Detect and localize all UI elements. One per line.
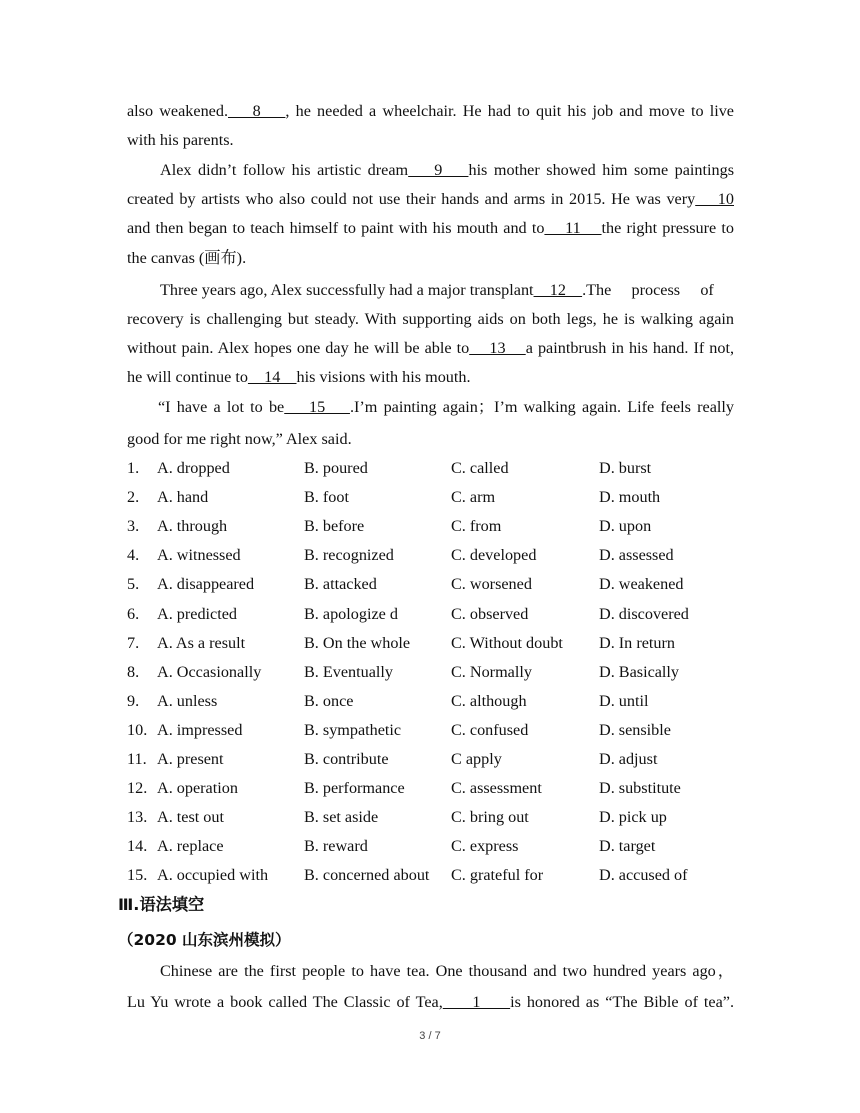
question-number: 2.	[127, 488, 140, 507]
option-a[interactable]: A. through	[157, 517, 228, 536]
option-row	[127, 865, 747, 885]
option-row	[127, 836, 747, 856]
option-a[interactable]: A. As a result	[157, 633, 246, 652]
option-a[interactable]: A. disappeared	[157, 575, 255, 594]
option-c[interactable]: C. grateful for	[451, 866, 544, 885]
option-a[interactable]: A. dropped	[157, 459, 230, 477]
option-b[interactable]: B. Eventually	[304, 662, 394, 681]
question-number: 6.	[127, 604, 140, 623]
option-a[interactable]: A. Occasionally	[157, 662, 262, 681]
option-c[interactable]: C. assessment	[451, 779, 542, 798]
question-number: 15.	[127, 866, 148, 885]
blank-11[interactable]: 11	[544, 219, 602, 237]
option-b[interactable]: B. once	[304, 691, 354, 710]
option-d[interactable]: D. burst	[599, 459, 652, 477]
option-row	[127, 633, 747, 653]
passage-line	[127, 101, 734, 121]
question-number: 5.	[127, 575, 140, 594]
passage-line: good for me right now,” Alex said.	[127, 430, 352, 448]
option-d[interactable]: D. substitute	[599, 779, 681, 798]
blank-12[interactable]: 12	[533, 281, 583, 299]
option-d[interactable]: D. Basically	[599, 662, 680, 681]
question-number: 7.	[127, 633, 140, 652]
option-b[interactable]: B. poured	[304, 459, 368, 477]
option-c[interactable]: C. developed	[451, 546, 537, 565]
option-d[interactable]: D. In return	[599, 633, 675, 652]
option-b[interactable]: B. apologize d	[304, 604, 398, 623]
text-segment: his visions with his mouth.	[296, 368, 471, 386]
option-row	[127, 691, 747, 711]
option-d[interactable]: D. sensible	[599, 720, 671, 739]
option-c[interactable]: C. confused	[451, 720, 529, 739]
option-d[interactable]: D. assessed	[599, 546, 674, 565]
option-row	[127, 807, 747, 827]
question-number: 3.	[127, 517, 140, 536]
source-note: （2020 山东滨州模拟）	[118, 931, 291, 949]
blank-14[interactable]: 14	[247, 368, 297, 386]
text-segment: Lu Yu wrote a book called The Classic of Tea,	[127, 993, 443, 1011]
option-a[interactable]: A. witnessed	[157, 546, 241, 565]
option-c[interactable]: C. Normally	[451, 662, 532, 681]
option-c[interactable]: C. bring out	[451, 808, 529, 827]
option-row	[127, 487, 747, 507]
blank-8[interactable]: 8	[228, 102, 286, 120]
option-c[interactable]: C. Without doubt	[451, 633, 563, 652]
option-row	[127, 778, 747, 798]
question-number: 1.	[127, 459, 140, 477]
option-d[interactable]: D. pick up	[599, 808, 667, 827]
question-number: 8.	[127, 662, 140, 681]
passage-line: Chinese are the first people to have tea. One thousand and two hundred years ago，	[160, 962, 734, 980]
question-number: 10.	[127, 720, 148, 739]
passage-line	[160, 160, 734, 180]
option-d[interactable]: D. upon	[599, 517, 652, 536]
option-c[interactable]: C. from	[451, 517, 502, 536]
text-segment: created by artists who also could not use their hands and arms in 2015. He was very	[127, 190, 696, 208]
option-b[interactable]: B. before	[304, 517, 365, 536]
option-d[interactable]: D. weakened	[599, 575, 684, 594]
question-number: 14.	[127, 837, 148, 856]
option-c[interactable]: C. although	[451, 691, 527, 710]
option-c[interactable]: C. worsened	[451, 575, 532, 594]
text-segment: his mother showed him some paintings	[468, 161, 735, 179]
option-row	[127, 720, 747, 740]
question-number: 9.	[127, 691, 140, 710]
option-row	[127, 545, 747, 565]
option-d[interactable]: D. target	[599, 837, 656, 856]
blank-10[interactable]: 10	[695, 190, 734, 208]
passage-line	[127, 338, 734, 358]
option-c[interactable]: C. observed	[451, 604, 529, 623]
option-d[interactable]: D. adjust	[599, 750, 658, 768]
section-heading: Ⅲ.语法填空	[118, 895, 205, 914]
option-d[interactable]: D. discovered	[599, 604, 689, 623]
text-segment: .I’m painting again；I’m walking again. Life feels really	[349, 398, 734, 416]
text-segment: “I have a lot to be	[158, 398, 285, 416]
option-b[interactable]: B. recognized	[304, 546, 394, 565]
option-c[interactable]: C. arm	[451, 488, 496, 507]
option-a[interactable]: A. occupied with	[157, 866, 269, 885]
option-d[interactable]: D. mouth	[599, 488, 661, 507]
blank-13[interactable]: 13	[469, 339, 526, 357]
text-segment: is honored as “The Bible of tea”.	[510, 993, 734, 1011]
passage-line	[127, 189, 734, 209]
option-b[interactable]: B. performance	[304, 779, 405, 798]
passage-line	[127, 218, 734, 238]
option-b[interactable]: B. set aside	[304, 808, 379, 827]
option-c[interactable]: C apply	[451, 750, 502, 768]
passage-line: with his parents.	[127, 131, 234, 149]
option-row	[127, 458, 747, 478]
text-segment: Alex didn’t follow his artistic dream	[160, 161, 409, 179]
option-b[interactable]: B. reward	[304, 837, 368, 856]
option-a[interactable]: A. present	[157, 750, 224, 768]
text-segment: and then began to teach himself to paint with his mouth and to	[127, 219, 545, 237]
option-a[interactable]: A. replace	[157, 837, 224, 856]
option-a[interactable]: A. impressed	[157, 720, 243, 739]
option-a[interactable]: A. hand	[157, 488, 209, 507]
option-b[interactable]: B. sympathetic	[304, 720, 402, 739]
option-a[interactable]: A. operation	[157, 779, 238, 798]
option-c[interactable]: C. called	[451, 459, 509, 477]
question-number: 11.	[127, 750, 147, 768]
blank-15[interactable]: 15	[284, 398, 350, 416]
passage-line	[127, 992, 734, 1012]
question-number: 12.	[127, 779, 148, 798]
option-row	[127, 749, 747, 769]
passage-line: recovery is challenging but steady. With supporting aids on both legs, he is walking again	[127, 310, 734, 328]
page-number: 3 / 7	[419, 1030, 441, 1042]
question-number: 13.	[127, 808, 148, 827]
option-d[interactable]: D. until	[599, 691, 649, 710]
text-segment: he will continue to	[127, 368, 248, 386]
text-segment: without pain. Alex hopes one day he will be able to	[127, 339, 470, 357]
blank-1[interactable]: 1	[442, 993, 511, 1011]
option-a[interactable]: A. unless	[157, 691, 218, 710]
option-row	[127, 662, 747, 682]
text-segment: .The process of	[582, 281, 714, 299]
option-b[interactable]: B. foot	[304, 488, 349, 507]
passage-line	[158, 397, 734, 417]
option-b[interactable]: B. attacked	[304, 575, 377, 594]
text-segment: also weakened.	[127, 102, 228, 120]
question-number: 4.	[127, 546, 140, 565]
option-c[interactable]: C. express	[451, 837, 519, 856]
option-b[interactable]: B. On the whole	[304, 633, 411, 652]
option-d[interactable]: D. accused of	[599, 866, 688, 885]
text-segment: Three years ago, Alex successfully had a major transplant	[160, 281, 534, 299]
option-row	[127, 516, 747, 536]
option-b[interactable]: B. concerned about	[304, 866, 430, 885]
text-segment: , he needed a wheelchair. He had to quit his job and move to live	[285, 102, 734, 120]
text-segment: a paintbrush in his hand. If not,	[525, 339, 735, 357]
passage-line	[127, 367, 734, 387]
option-a[interactable]: A. predicted	[157, 604, 238, 623]
option-b[interactable]: B. contribute	[304, 750, 389, 768]
option-row	[127, 574, 747, 594]
passage-line: the canvas (画布).	[127, 249, 247, 267]
text-segment: the right pressure to	[601, 219, 734, 237]
passage-line	[160, 280, 734, 300]
option-row	[127, 604, 747, 624]
blank-9[interactable]: 9	[408, 161, 469, 179]
option-a[interactable]: A. test out	[157, 808, 224, 827]
